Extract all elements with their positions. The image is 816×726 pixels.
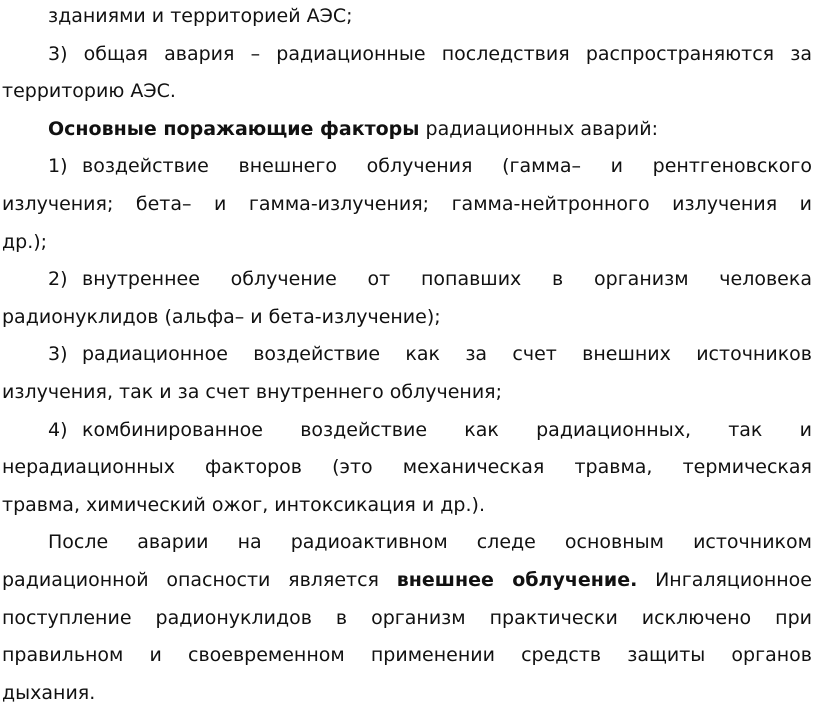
- list-item-3-text: радиационное воздействие как за счет внешних источников: [82, 343, 812, 366]
- text-line-3: территорию АЭС.: [2, 80, 176, 103]
- list-item-2-text: внутреннее облучение от попавших в организм человека: [82, 268, 812, 291]
- list-number-3: 3): [48, 343, 68, 366]
- section-heading-bold: Основные поражающие факторы: [48, 117, 420, 140]
- list-item-4-text: комбинированное воздействие как радиационных, так и: [82, 418, 812, 441]
- text-line-16: [2, 562, 812, 600]
- text-line-9: радионуклидов (альфа– и бета-излучение);: [2, 305, 441, 328]
- list-item-1: [2, 148, 812, 186]
- list-number-1: 1): [48, 155, 68, 178]
- text-line-11: излучения, так и за счет внутреннего облучения;: [2, 380, 503, 403]
- list-item-2: [2, 261, 812, 299]
- text-line-7: др.);: [2, 230, 48, 253]
- list-item-3: [2, 336, 812, 374]
- text-line-16-post: Ингаляционное: [637, 568, 812, 591]
- text-line-15: После аварии на радиоактивном следе основным источником: [48, 531, 812, 554]
- list-item-1-text: воздействие внешнего облучения (гамма– и рентгеновского: [82, 155, 812, 178]
- text-line-18: правильном и своевременном применении средств защиты органов: [2, 644, 812, 667]
- list-number-4: 4): [48, 418, 68, 441]
- text-line-13: нерадиационных факторов (это механическая травма, термическая: [2, 456, 812, 479]
- section-heading-line: [2, 111, 812, 149]
- text-line-14: травма, химический ожог, интоксикация и др.).: [2, 493, 485, 516]
- text-line-17: поступление радионуклидов в организм практически исключено при: [2, 606, 812, 629]
- text-line-6: излучения; бета– и гамма-излучения; гамма-нейтронного излучения и: [2, 192, 812, 215]
- text-line-16-pre: радиационной опасности является: [2, 568, 397, 591]
- emphasis-external-exposure: внешнее облучение.: [396, 568, 638, 591]
- text-line-19: дыхания.: [2, 681, 96, 704]
- list-item-4: [2, 412, 812, 450]
- text-line-1: зданиями и территорией АЭС;: [48, 5, 353, 27]
- section-heading-rest: радиационных аварий:: [419, 117, 659, 140]
- list-number-2: 2): [48, 268, 68, 291]
- text-line-2: 3) общая авария – радиационные последствия распространяются за: [48, 42, 812, 65]
